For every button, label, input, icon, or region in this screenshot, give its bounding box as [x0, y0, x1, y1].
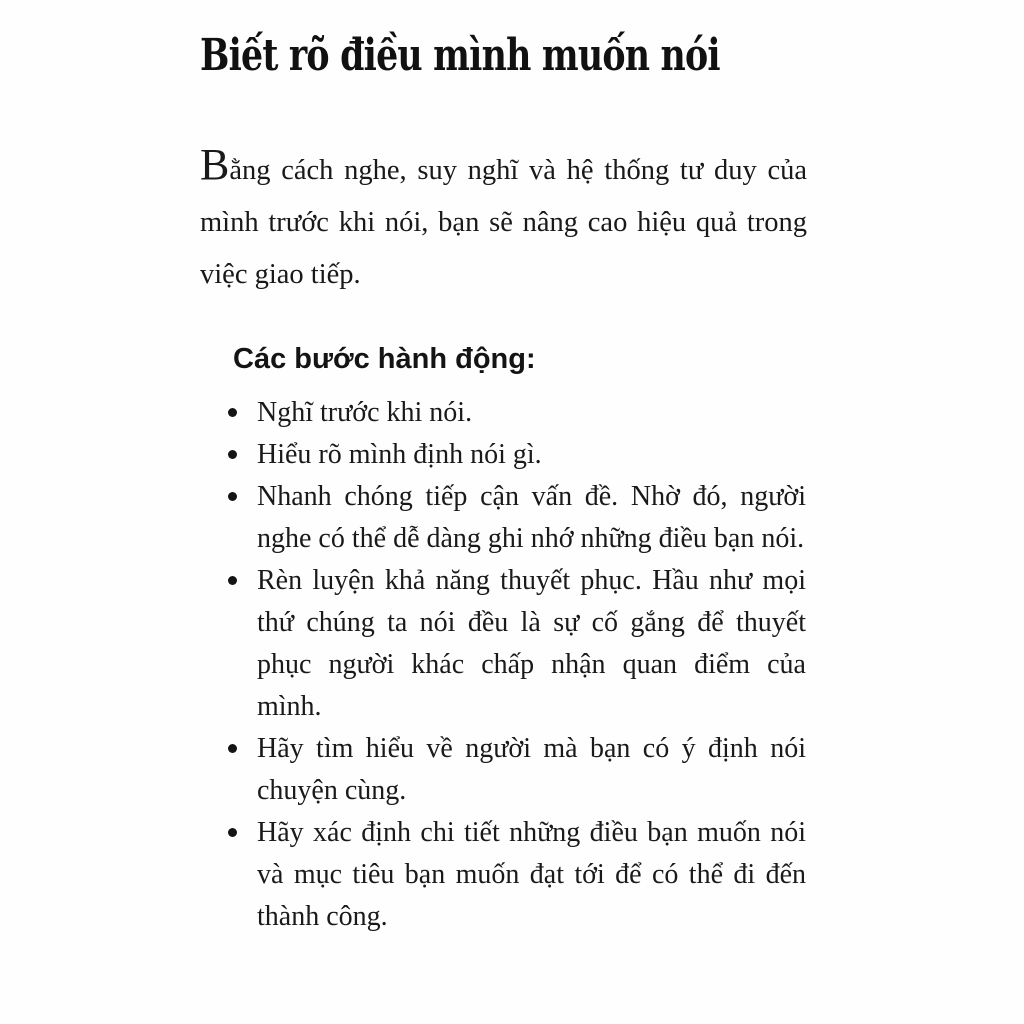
list-item-text: Rèn luyện khả năng thuyết phục. Hầu như mọi thứ chúng ta nói đều là sự cố gắng để thuyết phục người khác chấp nhận quan điểm của mình.	[257, 565, 806, 722]
action-steps-list	[228, 392, 806, 938]
chapter-title: Biết rõ điều mình muốn nói	[200, 30, 720, 81]
bullet-icon	[228, 576, 237, 585]
list-item	[228, 560, 806, 728]
bullet-icon	[228, 408, 237, 417]
bullet-icon	[228, 450, 237, 459]
list-item	[228, 812, 806, 938]
list-item-text: Hãy tìm hiểu về người mà bạn có ý định nói chuyện cùng.	[257, 733, 806, 806]
list-item-text: Nghĩ trước khi nói.	[257, 397, 473, 428]
list-item-text: Hãy xác định chi tiết những điều bạn muốn nói và mục tiêu bạn muốn đạt tới để có thể đi đến thành công.	[257, 817, 806, 932]
bullet-icon	[228, 492, 237, 501]
list-item	[228, 476, 806, 560]
intro-paragraph: Bằng cách nghe, suy nghĩ và hệ thống tư duy của mình trước khi nói, bạn sẽ nâng cao hiệu quả trong việc giao tiếp.	[200, 140, 807, 290]
steps-heading: Các bước hành động:	[233, 343, 536, 375]
bullet-icon	[228, 828, 237, 837]
list-item-text: Nhanh chóng tiếp cận vấn đề. Nhờ đó, người nghe có thể dễ dàng ghi nhớ những điều bạn nói.	[257, 481, 806, 554]
list-item	[228, 392, 806, 434]
list-item-text: Hiểu rõ mình định nói gì.	[257, 439, 542, 470]
bullet-icon	[228, 744, 237, 753]
list-item	[228, 728, 806, 812]
list-item	[228, 434, 806, 476]
